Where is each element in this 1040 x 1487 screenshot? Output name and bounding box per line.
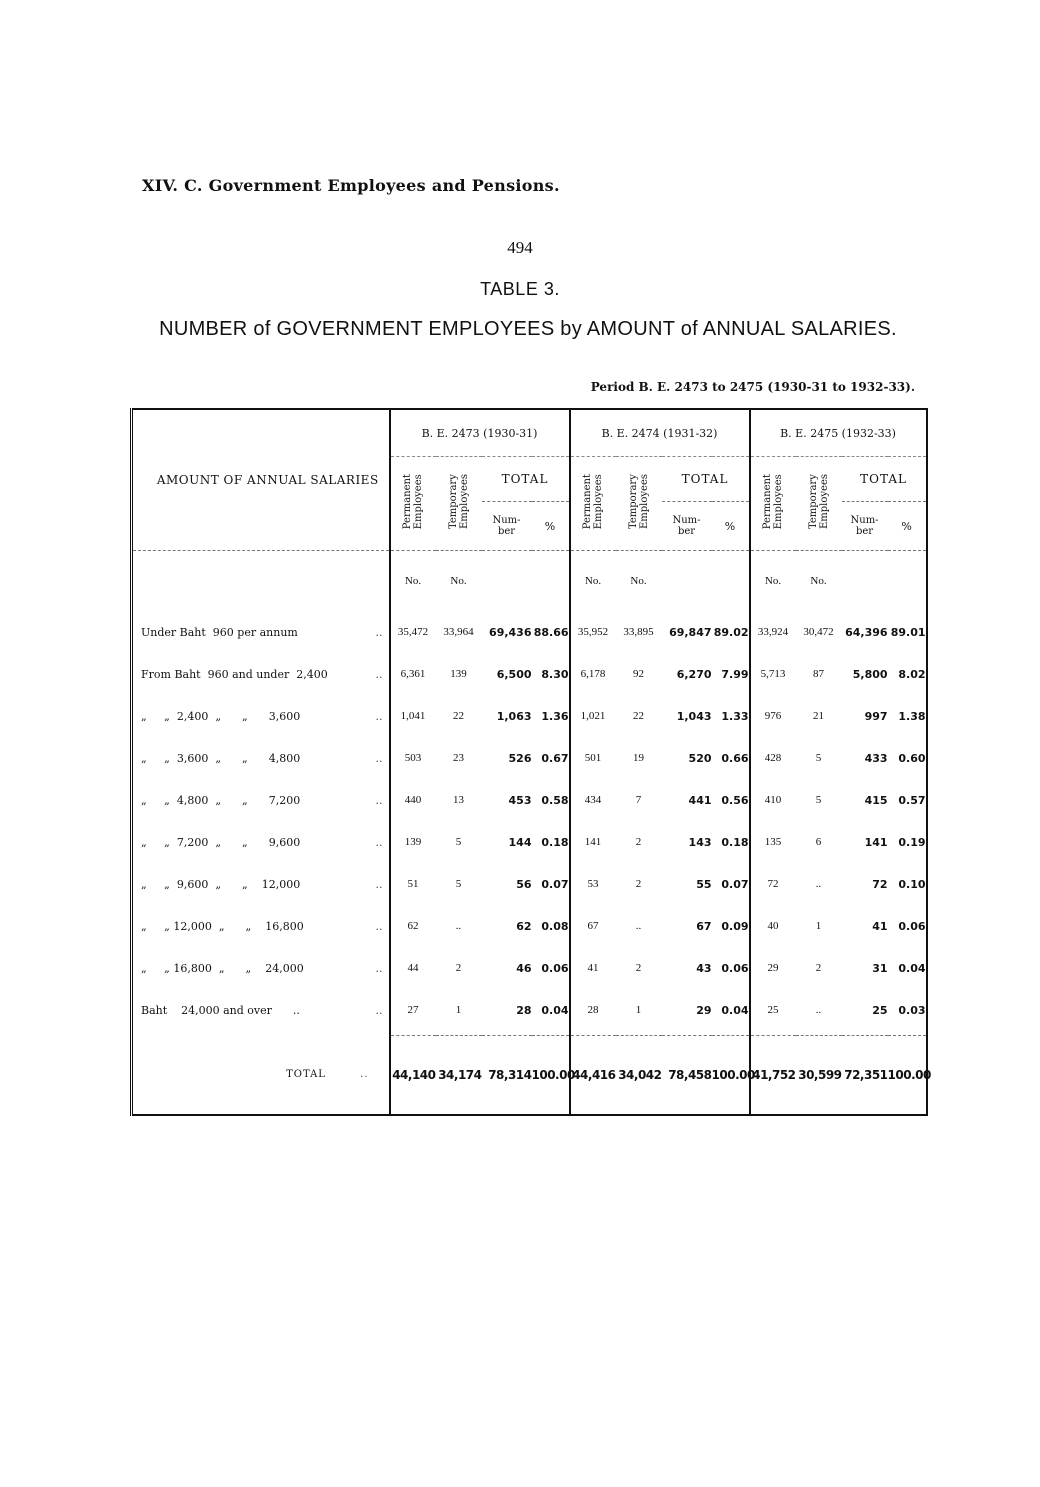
row-leader: .. — [375, 751, 383, 765]
total-cell: 34,174 — [438, 1068, 482, 1082]
row-label: „ „ 2,400 „ „ 3,600 — [141, 709, 301, 723]
row-label: Under Baht 960 per annum — [141, 625, 298, 639]
row-label: „ „ 7,200 „ „ 9,600 — [141, 835, 301, 849]
table-cell: 72 — [750, 863, 796, 905]
table-cell: 5 — [815, 752, 822, 764]
table-cell: 410 — [750, 779, 796, 821]
table-cell: 7.99 — [721, 667, 749, 681]
table-cell: 19 — [633, 752, 645, 764]
table-cell: 55 — [696, 877, 712, 891]
table-cell: 51 — [407, 878, 419, 890]
table-cell: 7 — [635, 794, 642, 806]
table-cell: 415 — [864, 793, 888, 807]
table-cell: 0.06 — [541, 961, 569, 975]
table-cell: 33,964 — [443, 626, 474, 638]
table-cell: 976 — [750, 695, 796, 737]
row-leader: .. — [375, 1003, 383, 1017]
table-row — [132, 611, 927, 653]
temporary-header: Temporary Employees — [447, 474, 470, 530]
table-cell: 13 — [453, 794, 464, 806]
table-cell: 5,800 — [852, 667, 888, 681]
table-cell: 2 — [635, 962, 642, 974]
table-cell: 8.30 — [541, 667, 569, 681]
table-cell: 1,041 — [400, 710, 426, 722]
table-cell: 8.02 — [898, 667, 926, 681]
table-cell: 69,847 — [669, 625, 712, 639]
total-cell: 78,314 — [488, 1068, 532, 1082]
table-cell: 0.10 — [898, 877, 926, 891]
unit-label: No. — [450, 575, 467, 587]
table-cell: 526 — [508, 751, 532, 765]
table-cell: 441 — [688, 793, 712, 807]
table-cell: 31 — [872, 961, 888, 975]
total-header: TOTAL — [842, 457, 927, 502]
unit-row — [132, 551, 927, 612]
table-cell: 1 — [635, 1004, 642, 1016]
table-cell: 35,472 — [397, 626, 429, 638]
table-cell: .. — [815, 1004, 822, 1016]
total-label: TOTAL — [286, 1069, 326, 1081]
table-row — [132, 863, 927, 905]
table-cell: 139 — [404, 836, 422, 848]
total-leader: .. — [360, 1069, 369, 1081]
table-cell: 43 — [696, 961, 712, 975]
percent-header: % — [532, 502, 570, 551]
table-cell: 143 — [688, 835, 712, 849]
row-label: „ „ 16,800 „ „ 24,000 — [141, 961, 304, 975]
table-cell: 0.04 — [721, 1003, 749, 1017]
row-leader: .. — [375, 919, 383, 933]
table-cell: 440 — [404, 794, 422, 806]
row-leader: .. — [375, 667, 383, 681]
year-header-1: B. E. 2473 (1930-31) — [390, 409, 570, 457]
table-cell: 0.57 — [898, 793, 926, 807]
period-label: Period B. E. 2473 to 2475 (1930-31 to 1932-33). — [590, 380, 915, 394]
total-header: TOTAL — [662, 457, 750, 502]
table-cell: 27 — [407, 1004, 419, 1016]
table-cell: 2 — [815, 962, 822, 974]
row-leader: .. — [375, 709, 383, 723]
table-row — [132, 989, 927, 1031]
table-cell: 0.07 — [541, 877, 569, 891]
row-label: „ „ 4,800 „ „ 7,200 — [141, 793, 301, 807]
unit-label: No. — [750, 551, 796, 612]
number-header: Num- ber — [662, 502, 712, 551]
table-cell: .. — [455, 920, 462, 932]
table-cell: 6,178 — [570, 653, 616, 695]
salary-table — [130, 408, 931, 1116]
table-label: TABLE 3. — [480, 279, 560, 299]
total-cell: 78,458 — [668, 1068, 712, 1082]
table-cell: 1 — [455, 1004, 462, 1016]
table-cell: 21 — [813, 710, 825, 722]
table-cell: 41 — [570, 947, 616, 989]
table-cell: 67 — [570, 905, 616, 947]
table-cell: 1.38 — [898, 709, 926, 723]
total-row — [132, 1036, 927, 1116]
table-cell: 0.07 — [721, 877, 749, 891]
table-cell: 2 — [635, 878, 642, 890]
table-cell: 35,952 — [570, 611, 616, 653]
percent-header: % — [888, 502, 927, 551]
table-cell: 23 — [453, 752, 464, 764]
table-row — [132, 821, 927, 863]
table-cell: 41 — [872, 919, 888, 933]
table-cell: 0.18 — [721, 835, 749, 849]
table-cell: 0.08 — [541, 919, 569, 933]
table-cell: 0.04 — [898, 961, 926, 975]
table-cell: 135 — [750, 821, 796, 863]
table-row — [132, 947, 927, 989]
number-header: Num- ber — [842, 502, 888, 551]
table-cell: 0.18 — [541, 835, 569, 849]
table-cell: 72 — [872, 877, 888, 891]
table-cell: 0.06 — [721, 961, 749, 975]
table-cell: 87 — [813, 668, 825, 680]
percent-header: % — [712, 502, 750, 551]
table-cell: 0.09 — [721, 919, 749, 933]
table-cell: 144 — [508, 835, 532, 849]
table-cell: 6,270 — [676, 667, 712, 681]
table-cell: 29 — [696, 1003, 712, 1017]
table-row — [132, 737, 927, 779]
table-cell: .. — [815, 878, 822, 890]
table-cell: 139 — [450, 668, 467, 680]
table-row — [132, 779, 927, 821]
total-cell: 100.00 — [887, 1068, 931, 1082]
table-cell: 88.66 — [533, 625, 569, 639]
total-cell: 30,599 — [798, 1068, 842, 1082]
row-leader: .. — [375, 877, 383, 891]
table-cell: 33,924 — [750, 611, 796, 653]
table-cell: 22 — [453, 710, 464, 722]
table-cell: 0.67 — [541, 751, 569, 765]
row-label: „ „ 12,000 „ „ 16,800 — [141, 919, 304, 933]
amount-header: AMOUNT OF ANNUAL SALARIES — [156, 473, 379, 487]
table-cell: 5 — [455, 836, 462, 848]
table-row — [132, 695, 927, 737]
table-cell: 29 — [750, 947, 796, 989]
row-leader: .. — [375, 793, 383, 807]
section-title: XIV. C. Government Employees and Pensions. — [142, 176, 560, 195]
table-cell: 434 — [570, 779, 616, 821]
table-cell: 433 — [864, 751, 888, 765]
year-header-row — [132, 409, 927, 457]
table-cell: 1,043 — [676, 709, 712, 723]
table-row — [132, 653, 927, 695]
table-cell: 0.58 — [541, 793, 569, 807]
table-cell: 2 — [455, 962, 462, 974]
table-cell: 30,472 — [803, 626, 834, 638]
number-header: Num- ber — [482, 502, 532, 551]
table-cell: 5 — [815, 794, 822, 806]
table-cell: 2 — [635, 836, 642, 848]
table-cell: 501 — [570, 737, 616, 779]
temporary-header: Temporary Employees — [627, 474, 650, 530]
table-cell: 69,436 — [489, 625, 532, 639]
total-cell: 44,140 — [392, 1068, 436, 1082]
table-cell: 428 — [750, 737, 796, 779]
table-cell: 53 — [570, 863, 616, 905]
temporary-header: Temporary Employees — [807, 474, 830, 530]
table-heading: NUMBER of GOVERNMENT EMPLOYEES by AMOUNT of ANNUAL SALARIES. — [159, 318, 897, 340]
table-cell: 5,713 — [750, 653, 796, 695]
table-cell: 89.01 — [890, 625, 926, 639]
table-cell: 1,063 — [496, 709, 532, 723]
total-cell: 44,416 — [570, 1036, 616, 1116]
table-cell: 1.36 — [541, 709, 569, 723]
table-cell: 6,500 — [496, 667, 532, 681]
table-cell: 62 — [407, 920, 419, 932]
table-cell: 25 — [872, 1003, 888, 1017]
table-cell: .. — [635, 920, 642, 932]
table-cell: 141 — [864, 835, 888, 849]
unit-label: No. — [570, 551, 616, 612]
table-cell: 62 — [516, 919, 532, 933]
table-cell: 0.19 — [898, 835, 926, 849]
table-cell: 56 — [516, 877, 532, 891]
table-cell: 28 — [570, 989, 616, 1031]
table-cell: 453 — [508, 793, 532, 807]
unit-label: No. — [630, 575, 647, 587]
unit-label: No. — [810, 575, 827, 587]
permanent-header: Permanent Employees — [402, 474, 424, 530]
table-cell: 0.60 — [898, 751, 926, 765]
table-cell: 40 — [750, 905, 796, 947]
row-label: „ „ 9,600 „ „ 12,000 — [141, 877, 301, 891]
row-leader: .. — [375, 625, 383, 639]
row-label: From Baht 960 and under 2,400 — [141, 667, 328, 681]
row-leader: .. — [375, 835, 383, 849]
year-header-3: B. E. 2475 (1932-33) — [750, 409, 927, 457]
total-cell: 34,042 — [618, 1068, 662, 1082]
table-cell: 503 — [404, 752, 422, 764]
table-cell: 520 — [688, 751, 712, 765]
permanent-header: Permanent Employees — [762, 474, 785, 530]
table-row — [132, 905, 927, 947]
total-cell: 100.00 — [531, 1068, 575, 1082]
total-header: TOTAL — [482, 457, 570, 502]
table-cell: 6 — [815, 836, 822, 848]
table-cell: 64,396 — [845, 625, 888, 639]
page-number: 494 — [507, 238, 533, 257]
row-label: „ „ 3,600 „ „ 4,800 — [141, 751, 301, 765]
total-cell: 41,752 — [750, 1036, 796, 1116]
table-cell: 1,021 — [570, 695, 616, 737]
permanent-header: Permanent Employees — [582, 474, 605, 530]
table-cell: 141 — [570, 821, 616, 863]
table-cell: 25 — [750, 989, 796, 1031]
table-cell: 997 — [864, 709, 888, 723]
table-cell: 46 — [516, 961, 532, 975]
row-label: Baht 24,000 and over .. — [141, 1003, 300, 1017]
table-cell: 5 — [455, 878, 462, 890]
table-cell: 44 — [407, 962, 419, 974]
table-cell: 28 — [516, 1003, 532, 1017]
table-cell: 6,361 — [400, 668, 426, 680]
table-cell: 33,895 — [623, 626, 654, 638]
unit-label: No. — [404, 575, 422, 587]
row-leader: .. — [375, 961, 383, 975]
table-cell: 0.04 — [541, 1003, 569, 1017]
table-cell: 0.56 — [721, 793, 749, 807]
table-cell: 1.33 — [721, 709, 749, 723]
table-cell: 1 — [815, 920, 822, 932]
total-cell: 100.00 — [711, 1068, 755, 1082]
total-cell: 72,351 — [844, 1068, 888, 1082]
table-body — [132, 611, 927, 1031]
table-cell: 0.06 — [898, 919, 926, 933]
table-cell: 67 — [696, 919, 712, 933]
table-cell: 92 — [633, 668, 645, 680]
table-cell: 0.03 — [898, 1003, 926, 1017]
table-cell: 0.66 — [721, 751, 749, 765]
year-header-2: B. E. 2474 (1931-32) — [570, 409, 750, 457]
table-cell: 22 — [633, 710, 645, 722]
table-cell: 89.02 — [713, 625, 749, 639]
